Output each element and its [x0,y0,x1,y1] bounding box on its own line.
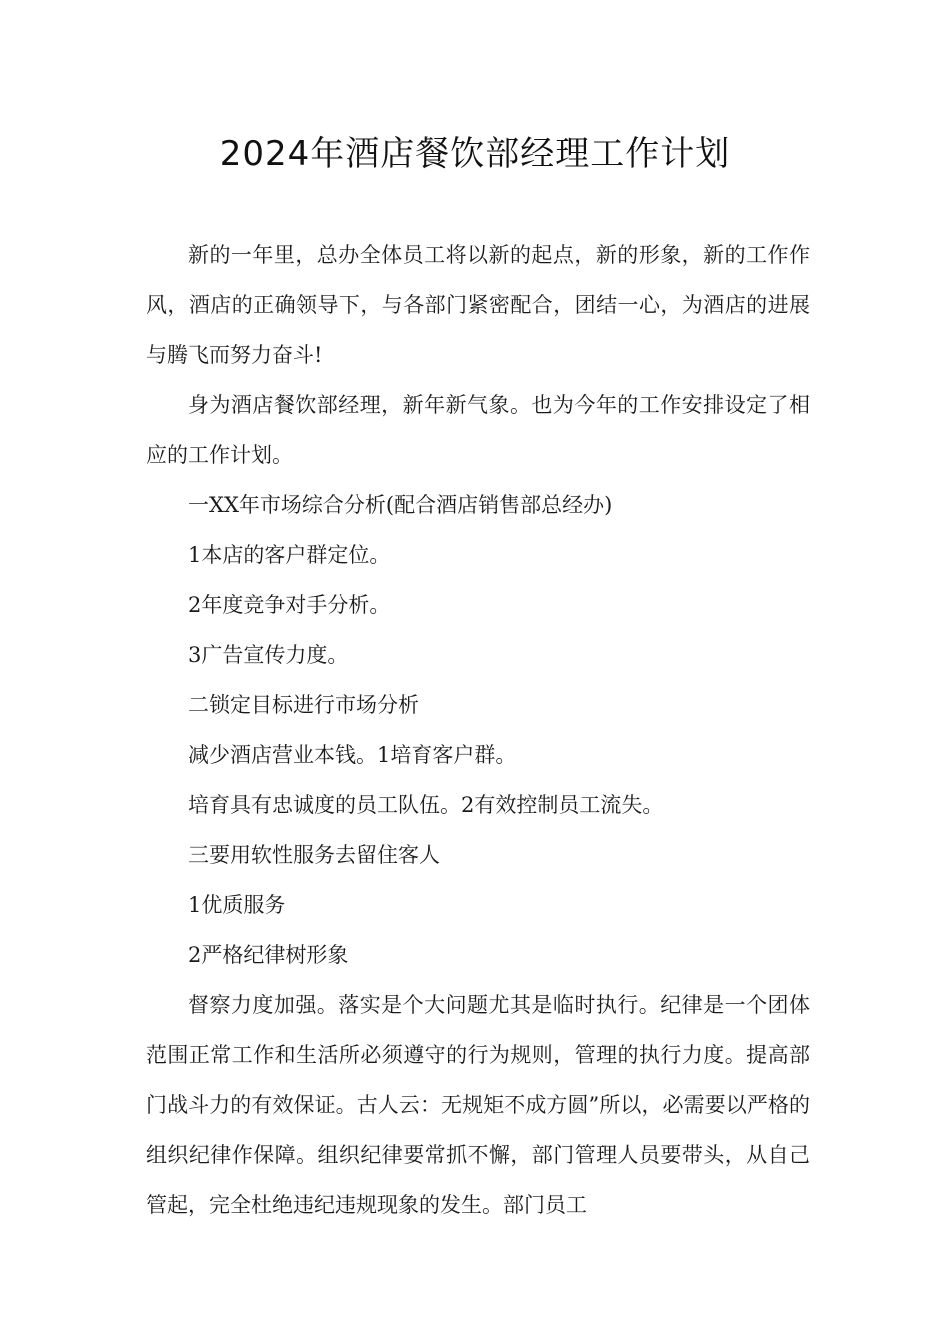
list-item: 2年度竞争对手分析。 [188,593,391,617]
list-item: 1优质服务 [188,893,286,917]
section-heading-2: 二锁定目标进行市场分析 [188,693,419,717]
list-item: 减少酒店营业本钱。1培育客户群。 [188,743,517,767]
section-heading-1: 一XX年市场综合分析(配合酒店销售部总经办) [188,493,613,517]
list-item: 3广告宣传力度。 [188,643,349,667]
paragraph-plan-intro: 身为酒店餐饮部经理，新年新气象。也为今年的工作安排设定了相应的工作计划。 [146,393,810,467]
document-title: 2024年酒店餐饮部经理工作计划 [219,134,731,174]
paragraph-intro: 新的一年里，总办全体员工将以新的起点，新的形象，新的工作作风，酒店的正确领导下，与各部门紧密配合，团结一心，为酒店的进展与腾飞而努力奋斗! [146,243,810,367]
paragraph-discipline: 督察力度加强。落实是个大问题尤其是临时执行。纪律是一个团体范围正常工作和生活所必须遵守的行为规则，管理的执行力度。提高部门战斗力的有效保证。古人云：无规矩不成方圆”所以，必需要以严格的组织纪律作保障。组织纪律要常抓不懈，部门管理人员要带头，从自己管起，完全杜绝违纪违规现象的发生。部门员工 [146,993,810,1217]
document-body [146,230,810,1230]
section-heading-3: 三要用软性服务去留住客人 [188,843,440,867]
list-item: 2严格纪律树形象 [188,943,349,967]
list-item: 培育具有忠诚度的员工队伍。2有效控制员工流失。 [188,793,664,817]
list-item: 1本店的客户群定位。 [188,543,391,567]
